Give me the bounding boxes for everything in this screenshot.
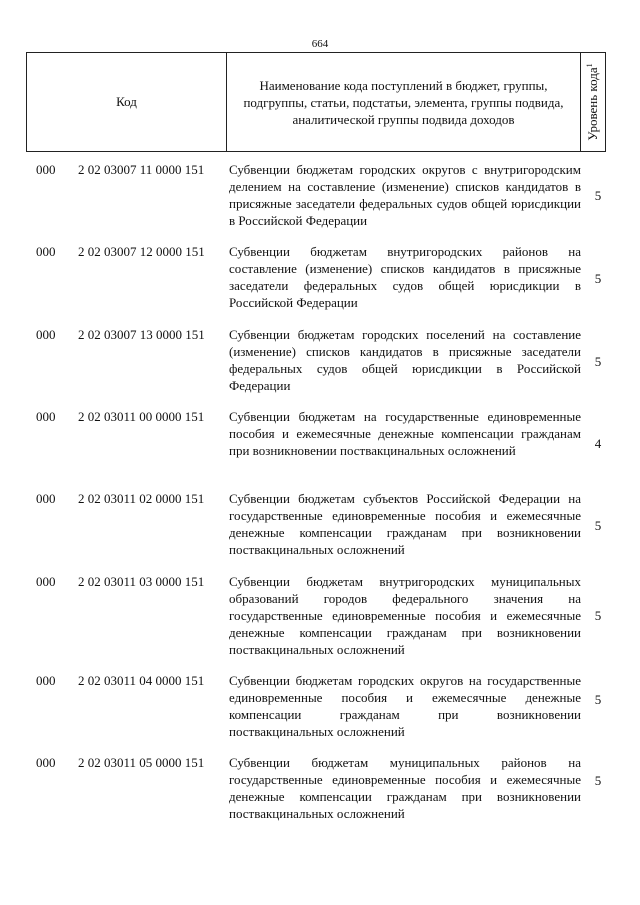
revenue-code: 2 02 03011 02 0000 151 xyxy=(78,491,205,506)
code-level: 5 xyxy=(594,692,602,707)
revenue-name: Субвенции бюджетам городских округов на государственные единовременные пособия и ежемесячные денежные компенсации гражданам при возникновении поствакцинальных осложнений xyxy=(229,673,581,739)
admin-code: 000 xyxy=(36,491,56,506)
revenue-code: 2 02 03011 04 0000 151 xyxy=(78,673,205,688)
code-level: 5 xyxy=(594,773,602,788)
admin-code: 000 xyxy=(36,755,56,770)
admin-code: 000 xyxy=(36,327,56,342)
header-level xyxy=(581,53,605,151)
admin-code: 000 xyxy=(36,574,56,589)
revenue-name: Субвенции бюджетам внутригородских муниципальных образований городов федерального значения на государственные единовременные пособия и ежемесячные денежные компенсации гражданам при возникновении поствакцинальных осложнений xyxy=(229,574,581,657)
revenue-name: Субвенции бюджетам городских поселений на составление (изменение) списков кандидатов в присяжные заседатели федеральных судов общей юрисдикции в Российской Федерации xyxy=(229,327,581,393)
admin-code: 000 xyxy=(36,409,56,424)
revenue-code: 2 02 03007 12 0000 151 xyxy=(78,244,205,259)
header-level-footnote: 1 xyxy=(584,63,594,68)
revenue-code: 2 02 03007 11 0000 151 xyxy=(78,162,205,177)
admin-code: 000 xyxy=(36,673,56,688)
code-level: 5 xyxy=(594,518,602,533)
page-number: 664 xyxy=(311,38,329,50)
header-level-text: Уровень кода xyxy=(585,67,601,141)
code-level: 5 xyxy=(594,271,602,286)
revenue-name: Субвенции бюджетам на государственные единовременные пособия и ежемесячные денежные компенсации гражданам при возникновении поствакцинальных осложнений xyxy=(229,409,581,458)
header-code-label: Код xyxy=(116,94,137,109)
code-level: 4 xyxy=(594,436,602,451)
revenue-code: 2 02 03007 13 0000 151 xyxy=(78,327,205,342)
revenue-name: Субвенции бюджетам муниципальных районов на государственные единовременные пособия и ежемесячные денежные компенсации гражданам при возникновении поствакцинальных осложнений xyxy=(229,755,581,821)
header-name-label: Наименование кода поступлений в бюджет, группы, подгруппы, статьи, подстатьи, элемента, группы подвида, аналитической группы подвида доходов xyxy=(243,77,564,127)
header-name xyxy=(227,53,581,151)
revenue-code: 2 02 03011 00 0000 151 xyxy=(78,409,205,424)
revenue-code: 2 02 03011 03 0000 151 xyxy=(78,574,205,589)
code-level: 5 xyxy=(594,608,602,623)
code-level: 5 xyxy=(594,188,602,203)
revenue-name: Субвенции бюджетам субъектов Российской Федерации на государственные единовременные пособия и ежемесячные денежные компенсации гражданам при возникновении поствакцинальных осложнений xyxy=(229,491,581,557)
revenue-code: 2 02 03011 05 0000 151 xyxy=(78,755,205,770)
table-header xyxy=(26,52,606,152)
code-level: 5 xyxy=(594,354,602,369)
header-code xyxy=(27,53,227,151)
admin-code: 000 xyxy=(36,244,56,259)
header-level-label xyxy=(585,63,601,140)
revenue-name: Субвенции бюджетам городских округов с внутригородским делением на составление (изменение) списков кандидатов в присяжные заседатели федеральных судов общей юрисдикции в Российской Федерации xyxy=(229,162,581,228)
revenue-name: Субвенции бюджетам внутригородских районов на составление (изменение) списков кандидатов в присяжные заседатели федеральных судов общей юрисдикции в Российской Федерации xyxy=(229,244,581,310)
admin-code: 000 xyxy=(36,162,56,177)
